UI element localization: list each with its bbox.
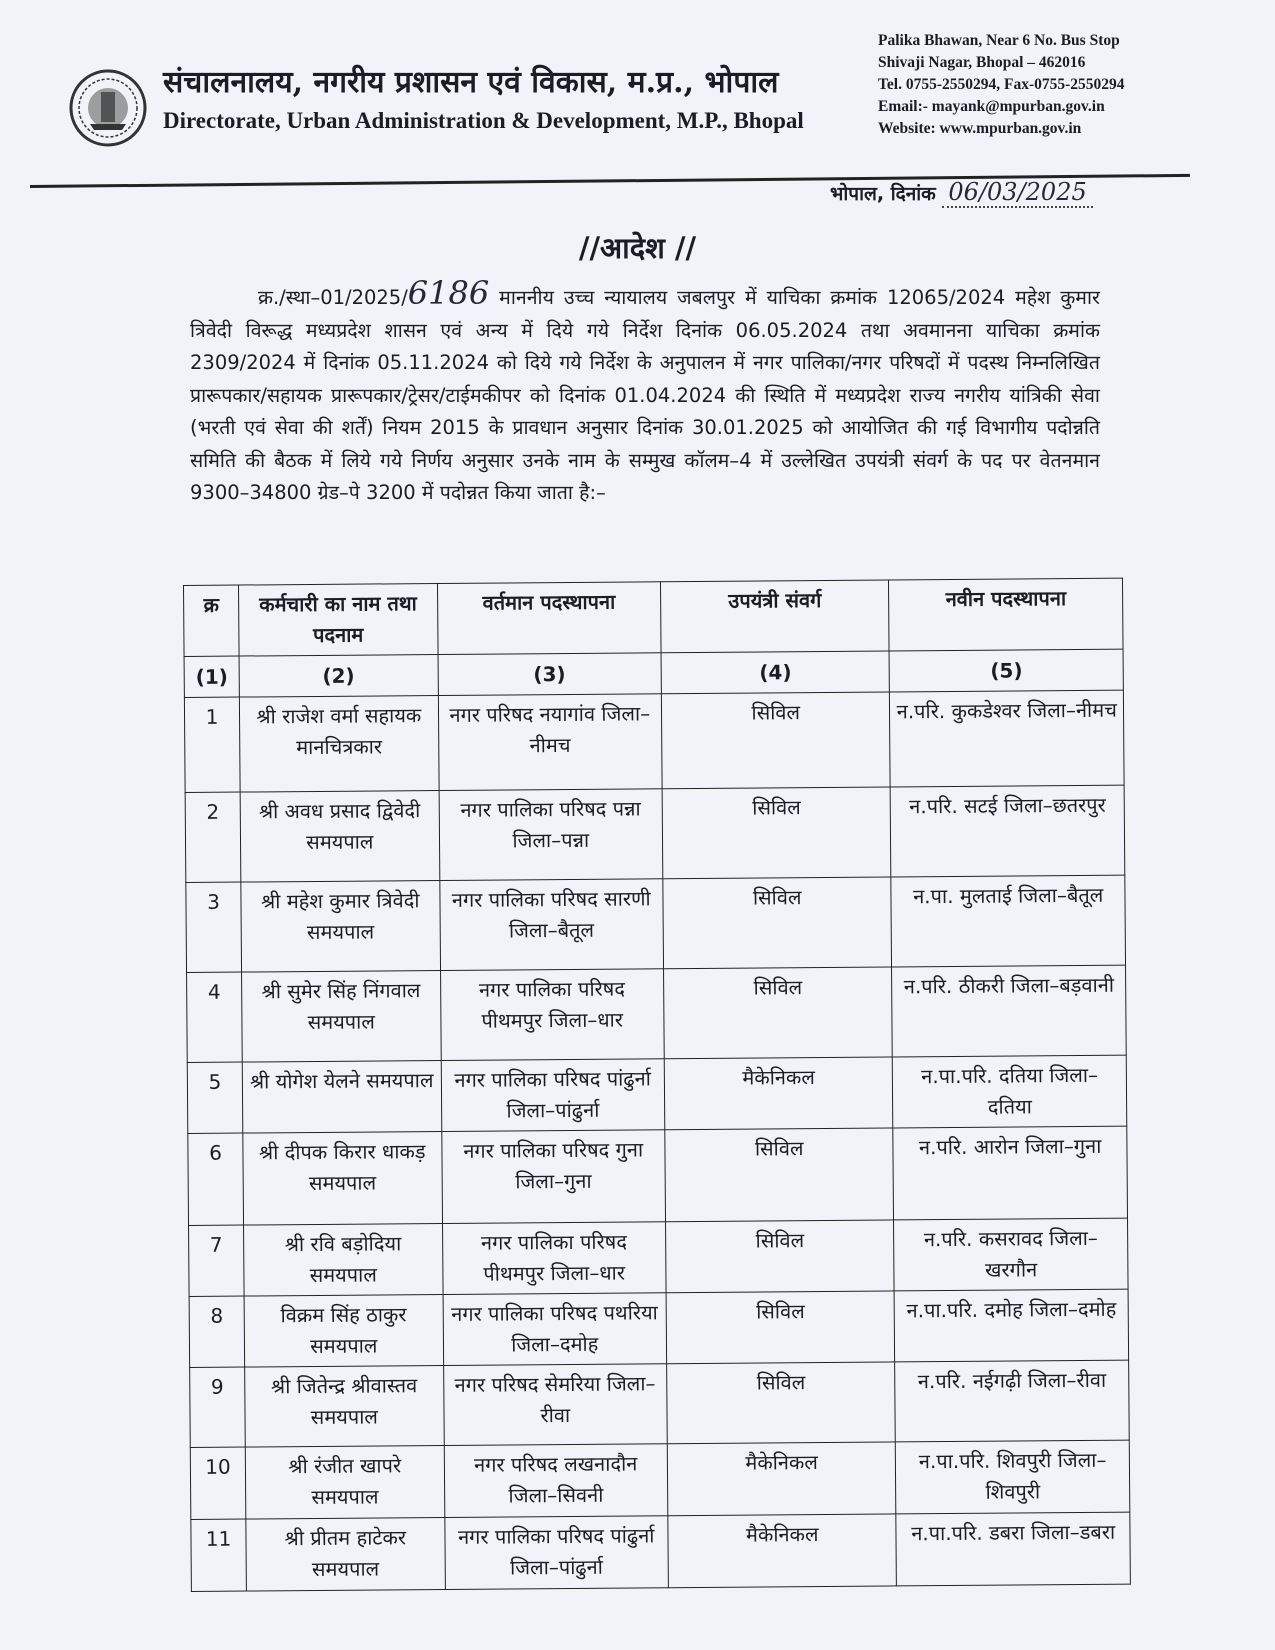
cell-name: श्री प्रीतम हाटेकर समयपाल — [246, 1517, 445, 1591]
table-row — [184, 690, 1124, 792]
cell-cadre: सिविल — [663, 877, 892, 969]
contact-website: Website: www.mpurban.gov.in — [878, 120, 1082, 137]
cell-sr: 5 — [187, 1062, 243, 1133]
table-row — [185, 785, 1125, 882]
contact-email: Email:- mayank@mpurban.gov.in — [878, 98, 1105, 115]
cell-name: विक्रम सिंह ठाकुर समयपाल — [244, 1294, 443, 1367]
cell-new: न.पा.परि. शिवपुरी जिला–शिवपुरी — [896, 1440, 1130, 1514]
cell-cadre: सिविल — [664, 967, 893, 1059]
handwritten-date: 06/03/2025 — [942, 178, 1092, 208]
cell-name: श्री दीपक किरार धाकड़ समयपाल — [243, 1131, 442, 1225]
table-row — [189, 1289, 1129, 1367]
handwritten-order-number: 6186 — [407, 274, 490, 312]
cell-current: नगर पालिका परिषद पांढुर्ना जिला–पांढुर्ना — [441, 1059, 665, 1132]
cell-sr: 6 — [188, 1133, 244, 1225]
cell-sr: 8 — [189, 1296, 245, 1367]
cell-cadre: सिविल — [666, 1220, 895, 1293]
table-header-row — [184, 578, 1124, 656]
col-num: (3) — [438, 653, 662, 696]
cell-sr: 3 — [186, 882, 242, 972]
order-body-text: माननीय उच्च न्यायालय जबलपुर में याचिका क्रमांक 12065/2024 महेश कुमार त्रिवेदी विरूद्ध मध्यप्रदेश शासन एवं अन्य में दिये गये निर्देश दिनांक 06.05.2024 तथा अवमानना याचिका क्रमांक 2309/2024 में दिनांक 05.11.2024 को दिये गये निर्देश के अनुपालन में नगर पालिका/नगर परिषदों में पदस्थ निम्नलिखित प्रारूपकार/सहायक प्रारूपकार/ट्रेसर/टाईमकीपर को दिनांक 01.04.2024 की स्थिति में मध्यप्रदेश राज्य नगरीय यांत्रिकी सेवा (भरती एवं सेवा की शर्तें) नियम 2015 के प्रावधान अनुसार दिनांक 30.01.2025 को आयोजित की गई विभागीय पदोन्नति समिति की बैठक में लिये गये निर्णय अनुसार उनके नाम के सम्मुख कॉलम–4 में उल्लेखित उपयंत्री संवर्ग के पद पर वेतनमान 9300–34800 ग्रेड–पे 3200 में पदोन्नत किया जाता है:– — [190, 286, 1100, 504]
cell-current: नगर परिषद नयागांव जिला–नीमच — [438, 694, 662, 791]
cell-new: न.परि. सटई जिला–छतरपुर — [891, 785, 1125, 877]
table-row — [187, 1055, 1127, 1133]
col-num: (4) — [661, 651, 890, 694]
cell-sr: 11 — [191, 1519, 247, 1591]
promotion-table — [183, 578, 1131, 1592]
cell-sr: 1 — [184, 697, 240, 792]
dateline-label: भोपाल, दिनांक — [830, 183, 936, 205]
cell-current: नगर पालिका परिषद पीथमपुर जिला–धार — [440, 969, 664, 1061]
cell-cadre: सिविल — [662, 787, 891, 879]
header-name: कर्मचारी का नाम तथा पदनाम — [239, 584, 438, 657]
table-row — [188, 1126, 1128, 1225]
cell-name: श्री जितेन्द्र श्रीवास्तव समयपाल — [245, 1365, 444, 1447]
cell-name: श्री सुमेर सिंह निंगवाल समयपाल — [242, 970, 441, 1062]
table-row — [186, 875, 1126, 972]
table-row — [187, 965, 1127, 1062]
cell-current: नगर परिषद सेमरिया जिला–रीवा — [443, 1364, 667, 1446]
cell-current: नगर पालिका परिषद पन्ना जिला–पन्ना — [439, 789, 663, 881]
cell-sr: 2 — [185, 792, 241, 882]
cell-new: न.परि. ठीकरी जिला–बड़वानी — [892, 965, 1126, 1057]
cell-cadre: सिविल — [661, 692, 890, 789]
cell-cadre: मैकेनिकल — [668, 1514, 897, 1588]
cell-current: नगर पालिका परिषद पथरिया जिला–दमोह — [443, 1293, 667, 1366]
header-current-posting: वर्तमान पदस्थापना — [437, 582, 661, 655]
cell-sr: 4 — [187, 972, 243, 1062]
cell-sr: 7 — [189, 1225, 245, 1296]
cell-cadre: सिविल — [666, 1291, 895, 1364]
cell-sr: 10 — [190, 1447, 246, 1519]
dateline — [830, 178, 1093, 208]
cell-new: न.पा.परि. डबरा जिला–डबरा — [896, 1512, 1130, 1586]
header-cadre: उपयंत्री संवर्ग — [660, 580, 889, 653]
order-title: //आदेश // — [578, 231, 697, 265]
cell-name: श्री अवध प्रसाद द्विवेदी समयपाल — [240, 790, 439, 882]
government-seal-icon — [68, 68, 148, 148]
contact-address-2: Shivaji Nagar, Bhopal – 462016 — [878, 54, 1086, 71]
header-new-posting: नवीन पदस्थापना — [889, 578, 1123, 651]
table-row — [190, 1360, 1130, 1447]
cell-cadre: मैकेनिकल — [667, 1442, 896, 1516]
cell-new: न.पा. मुलताई जिला–बैतूल — [891, 875, 1125, 967]
cell-sr: 9 — [190, 1367, 246, 1447]
contact-address-1: Palika Bhawan, Near 6 No. Bus Stop — [878, 32, 1120, 49]
cell-cadre: सिविल — [665, 1128, 894, 1222]
contact-block — [878, 30, 1125, 140]
cell-new: न.पा.परि. दमोह जिला–दमोह — [895, 1289, 1129, 1362]
cell-current: नगर पालिका परिषद पांढुर्ना जिला–पांढुर्ना — [444, 1516, 668, 1590]
contact-phone: Tel. 0755-2550294, Fax-0755-2550294 — [878, 76, 1125, 93]
cell-current: नगर पालिका परिषद पीथमपुर जिला–धार — [442, 1222, 666, 1295]
cell-name: श्री राजेश वर्मा सहायक मानचित्रकार — [239, 696, 438, 793]
cell-name: श्री रवि बड़ोदिया समयपाल — [244, 1223, 443, 1296]
col-num: (1) — [184, 656, 239, 697]
table-row — [191, 1512, 1131, 1591]
order-ref-prefix: क्र./स्था–01/2025/ — [258, 286, 408, 309]
header-hindi-title: संचालनालय, नगरीय प्रशासन एवं विकास, म.प्र., भोपाल — [163, 65, 779, 100]
col-num: (5) — [890, 649, 1124, 692]
cell-name: श्री महेश कुमार त्रिवेदी समयपाल — [241, 880, 440, 972]
cell-name: श्री योगेश येलने समयपाल — [242, 1060, 441, 1133]
cell-new: न.परि. कुकडेश्वर जिला–नीमच — [890, 690, 1124, 787]
cell-cadre: मैकेनिकल — [664, 1057, 893, 1130]
cell-new: न.परि. आरोन जिला–गुना — [893, 1126, 1127, 1220]
cell-cadre: सिविल — [667, 1362, 896, 1444]
header-sr: क्र — [184, 585, 240, 656]
cell-current: नगर परिषद लखनादौन जिला–सिवनी — [444, 1444, 668, 1518]
cell-new: न.परि. कसरावद जिला–खरगौन — [894, 1218, 1128, 1291]
header-english-title: Directorate, Urban Administration & Development, M.P., Bhopal — [163, 108, 804, 133]
cell-current: नगर पालिका परिषद गुना जिला–गुना — [441, 1130, 665, 1224]
table-row — [190, 1440, 1130, 1519]
cell-new: न.परि. नईगढ़ी जिला–रीवा — [895, 1360, 1129, 1442]
col-num: (2) — [239, 655, 438, 698]
table-row — [189, 1218, 1129, 1296]
cell-name: श्री रंजीत खापरे समयपाल — [245, 1445, 444, 1519]
cell-new: न.पा.परि. दतिया जिला–दतिया — [893, 1055, 1127, 1128]
cell-current: नगर पालिका परिषद सारणी जिला–बैतूल — [439, 879, 663, 971]
order-body — [190, 274, 1100, 510]
